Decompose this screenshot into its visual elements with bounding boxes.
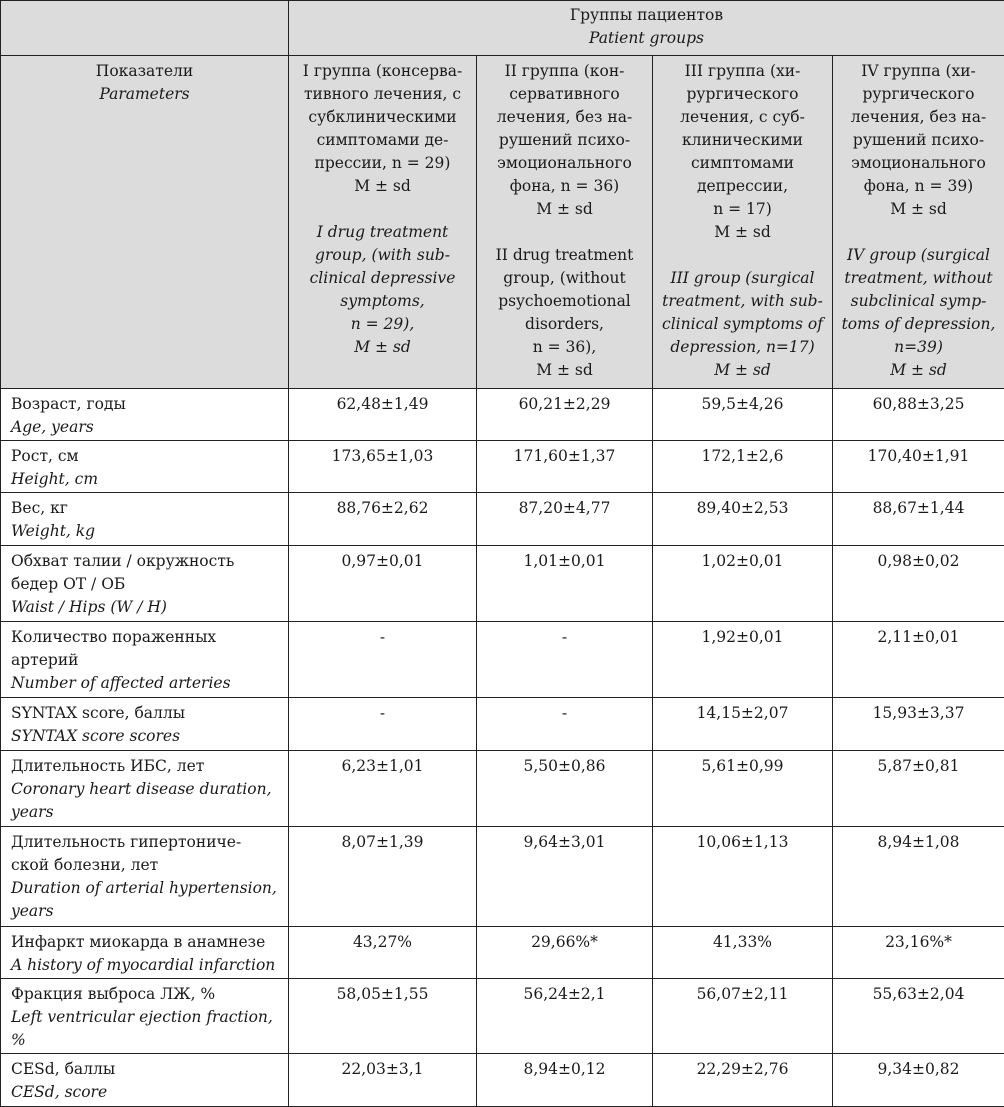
- table-cell: 56,24±2,1: [477, 979, 653, 1054]
- table-cell: 0,98±0,02: [833, 546, 1004, 622]
- table-row: [1, 622, 1004, 698]
- row-label: [1, 979, 289, 1054]
- table-cell: 172,1±2,6: [653, 441, 833, 493]
- table-cell: 9,64±3,01: [477, 827, 653, 927]
- table-row: [1, 827, 1004, 927]
- group-i-ru-line: I группа (консерва-: [295, 60, 470, 83]
- group-iv-ru-line: IV группа (хи-: [839, 60, 998, 83]
- group-iv-header: [833, 56, 1004, 389]
- row-label-ru: Количество пораженных: [11, 626, 284, 649]
- row-label: [1, 441, 289, 493]
- table-cell: 2,11±0,01: [833, 622, 1004, 698]
- group-i-en-line: group, (with sub-: [295, 244, 470, 267]
- row-label: [1, 622, 289, 698]
- group-iv-en-line: treatment, without: [839, 267, 998, 290]
- table-cell: 8,07±1,39: [289, 827, 477, 927]
- table-cell: 87,20±4,77: [477, 493, 653, 546]
- table-cell: 56,07±2,11: [653, 979, 833, 1054]
- table-cell: 6,23±1,01: [289, 751, 477, 827]
- group-i-en-line: M ± sd: [295, 336, 470, 359]
- row-label-ru: Инфаркт миокарда в анамнезе: [11, 931, 284, 954]
- table-cell: 15,93±3,37: [833, 698, 1004, 751]
- table-cell: 9,34±0,82: [833, 1054, 1004, 1107]
- group-iii-ru-line: депрессии,: [659, 175, 826, 198]
- table-cell: 14,15±2,07: [653, 698, 833, 751]
- group-ii-en-line: M ± sd: [483, 359, 646, 382]
- row-label: [1, 698, 289, 751]
- table-row: [1, 493, 1004, 546]
- table-cell: -: [477, 622, 653, 698]
- table-cell: 41,33%: [653, 927, 833, 979]
- group-iii-en-line: M ± sd: [659, 359, 826, 382]
- group-iii-en-line: depression, n=17): [659, 336, 826, 359]
- table-row: [1, 546, 1004, 622]
- table-row: [1, 441, 1004, 493]
- group-ii-en-line: II drug treatment: [483, 244, 646, 267]
- table-row: [1, 927, 1004, 979]
- group-iii-ru-line: симптомами: [659, 152, 826, 175]
- parameters-title-ru: Показатели: [7, 60, 282, 83]
- table-cell: -: [289, 698, 477, 751]
- patient-groups-title-ru: Группы пациентов: [293, 4, 1000, 27]
- group-iii-ru-line: клиническими: [659, 129, 826, 152]
- row-label-en: Number of affected arteries: [11, 672, 284, 695]
- group-i-ru-line: субклиническими: [295, 106, 470, 129]
- table-cell: 171,60±1,37: [477, 441, 653, 493]
- group-i-en-line: n = 29),: [295, 313, 470, 336]
- table-cell: 60,88±3,25: [833, 389, 1004, 441]
- patient-groups-title-en: Patient groups: [293, 27, 1000, 50]
- table-cell: 59,5±4,26: [653, 389, 833, 441]
- parameters-header: [1, 56, 289, 389]
- group-iv-en-line: IV group (surgical: [839, 244, 998, 267]
- group-ii-ru-line: рушений психо-: [483, 129, 646, 152]
- row-label: [1, 751, 289, 827]
- group-i-ru-line: тивного лечения, с: [295, 83, 470, 106]
- table-cell: 29,66%*: [477, 927, 653, 979]
- table-cell: 88,76±2,62: [289, 493, 477, 546]
- group-iii-en-line: clinical symptoms of: [659, 313, 826, 336]
- table-cell: 1,02±0,01: [653, 546, 833, 622]
- group-iv-en-line: M ± sd: [839, 359, 998, 382]
- row-label-ru: CESd, баллы: [11, 1058, 284, 1081]
- table-cell: 89,40±2,53: [653, 493, 833, 546]
- group-ii-ru-line: M ± sd: [483, 198, 646, 221]
- row-label-en: Age, years: [11, 416, 284, 439]
- header-row-groups: [1, 1, 1004, 56]
- group-iv-ru-line: лечения, без на-: [839, 106, 998, 129]
- table-cell: 60,21±2,29: [477, 389, 653, 441]
- row-label: [1, 389, 289, 441]
- table-cell: 43,27%: [289, 927, 477, 979]
- group-iii-ru-line: n = 17): [659, 198, 826, 221]
- table-cell: 170,40±1,91: [833, 441, 1004, 493]
- table-cell: 88,67±1,44: [833, 493, 1004, 546]
- group-ii-header: [477, 56, 653, 389]
- row-label-en: Weight, kg: [11, 520, 284, 543]
- group-ii-ru-line: эмоционального: [483, 152, 646, 175]
- row-label-en: years: [11, 801, 284, 824]
- row-label: [1, 1054, 289, 1107]
- row-label-en: SYNTAX score scores: [11, 725, 284, 748]
- table-cell: 22,03±3,1: [289, 1054, 477, 1107]
- row-label-en: Height, cm: [11, 468, 284, 491]
- header-row-columns: [1, 56, 1004, 389]
- patient-groups-header: [289, 1, 1004, 56]
- group-i-en-line: clinical depressive: [295, 267, 470, 290]
- row-label-ru: Обхват талии / окружность: [11, 550, 284, 573]
- row-label-en: years: [11, 900, 284, 923]
- group-iv-ru-line: фона, n = 39): [839, 175, 998, 198]
- group-iv-ru-line: рушений психо-: [839, 129, 998, 152]
- group-ii-en-line: psychoemotional: [483, 290, 646, 313]
- table-cell: 173,65±1,03: [289, 441, 477, 493]
- group-ii-en-line: n = 36),: [483, 336, 646, 359]
- row-label-en: Duration of arterial hypertension,: [11, 877, 284, 900]
- table-cell: 10,06±1,13: [653, 827, 833, 927]
- table-cell: 5,87±0,81: [833, 751, 1004, 827]
- row-label: [1, 493, 289, 546]
- group-iv-en-line: n=39): [839, 336, 998, 359]
- group-ii-ru-line: сервативного: [483, 83, 646, 106]
- group-ii-ru-line: лечения, без на-: [483, 106, 646, 129]
- row-label-ru: бедер ОТ / ОБ: [11, 573, 284, 596]
- row-label-en: Coronary heart disease duration,: [11, 778, 284, 801]
- table-row: [1, 979, 1004, 1054]
- table-row: [1, 751, 1004, 827]
- table-row: [1, 1054, 1004, 1107]
- table-cell: 8,94±1,08: [833, 827, 1004, 927]
- row-label: [1, 546, 289, 622]
- row-label-ru: Фракция выброса ЛЖ, %: [11, 983, 284, 1006]
- row-label-ru: Рост, см: [11, 445, 284, 468]
- row-label-ru: артерий: [11, 649, 284, 672]
- group-ii-en-line: disorders,: [483, 313, 646, 336]
- table-cell: 62,48±1,49: [289, 389, 477, 441]
- group-i-header: [289, 56, 477, 389]
- row-label-en: A history of myocardial infarction: [11, 954, 284, 977]
- group-iii-en-line: III group (surgical: [659, 267, 826, 290]
- header-corner: [1, 1, 289, 56]
- group-iii-ru-line: рургического: [659, 83, 826, 106]
- group-ii-ru-line: II группа (кон-: [483, 60, 646, 83]
- group-ii-ru-line: фона, n = 36): [483, 175, 646, 198]
- row-label-ru: Возраст, годы: [11, 393, 284, 416]
- group-ii-en-line: group, (without: [483, 267, 646, 290]
- row-label-ru: Длительность ИБС, лет: [11, 755, 284, 778]
- group-i-en-line: I drug treatment: [295, 221, 470, 244]
- group-i-ru-line: прессии, n = 29): [295, 152, 470, 175]
- group-iii-ru-line: M ± sd: [659, 221, 826, 244]
- table-cell: -: [477, 698, 653, 751]
- group-iii-header: [653, 56, 833, 389]
- group-iv-en-line: subclinical symp-: [839, 290, 998, 313]
- parameters-title-en: Parameters: [7, 83, 282, 106]
- row-label-ru: Вес, кг: [11, 497, 284, 520]
- row-label-ru: SYNTAX score, баллы: [11, 702, 284, 725]
- row-label-ru: Длительность гипертониче-: [11, 831, 284, 854]
- group-iii-en-line: treatment, with sub-: [659, 290, 826, 313]
- row-label: [1, 827, 289, 927]
- group-i-ru-line: M ± sd: [295, 175, 470, 198]
- row-label: [1, 927, 289, 979]
- row-label-ru: ской болезни, лет: [11, 854, 284, 877]
- table-cell: 55,63±2,04: [833, 979, 1004, 1054]
- table-row: [1, 389, 1004, 441]
- group-i-en-line: symptoms,: [295, 290, 470, 313]
- table-cell: 5,61±0,99: [653, 751, 833, 827]
- row-label-en: CESd, score: [11, 1081, 284, 1104]
- table-cell: 1,92±0,01: [653, 622, 833, 698]
- table-cell: 23,16%*: [833, 927, 1004, 979]
- table-cell: -: [289, 622, 477, 698]
- table-row: [1, 698, 1004, 751]
- group-iii-ru-line: III группа (хи-: [659, 60, 826, 83]
- group-i-ru-line: симптомами де-: [295, 129, 470, 152]
- table-cell: 58,05±1,55: [289, 979, 477, 1054]
- group-iv-en-line: toms of depression,: [839, 313, 998, 336]
- table-cell: 22,29±2,76: [653, 1054, 833, 1107]
- group-iii-ru-line: лечения, с суб-: [659, 106, 826, 129]
- row-label-en: Left ventricular ejection fraction, %: [11, 1006, 284, 1052]
- group-iv-ru-line: рургического: [839, 83, 998, 106]
- group-iv-ru-line: эмоционального: [839, 152, 998, 175]
- table-cell: 5,50±0,86: [477, 751, 653, 827]
- table-cell: 8,94±0,12: [477, 1054, 653, 1107]
- row-label-en: Waist / Hips (W / H): [11, 596, 284, 619]
- group-iv-ru-line: M ± sd: [839, 198, 998, 221]
- table-cell: 1,01±0,01: [477, 546, 653, 622]
- table-cell: 0,97±0,01: [289, 546, 477, 622]
